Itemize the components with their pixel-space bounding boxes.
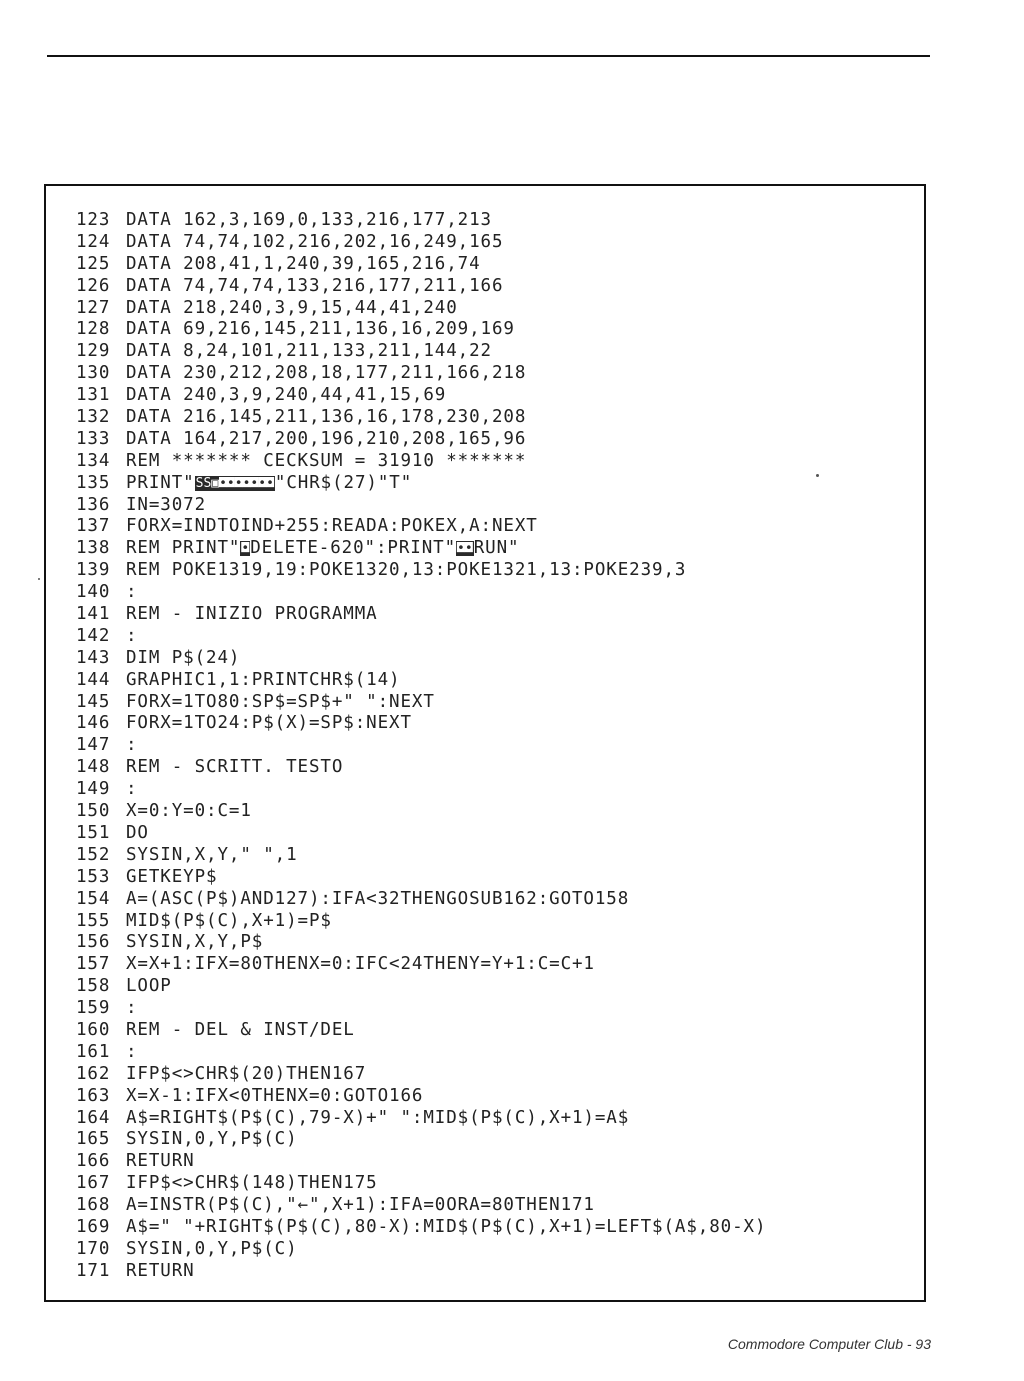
page-footer: Commodore Computer Club - 93 — [727, 1336, 931, 1352]
line-code: RETURN — [126, 1260, 195, 1281]
line-number: 162 — [76, 1063, 111, 1084]
line-code: A=INSTR(P$(C),"←",X+1):IFA=0ORA=80THEN171 — [126, 1195, 595, 1216]
line-code: IFP$<>CHR$(148)THEN175 — [126, 1173, 378, 1194]
line-code: RETURN — [126, 1151, 195, 1172]
line-code-cont: "CHR$(27)"T" — [274, 472, 413, 493]
code-line — [76, 495, 766, 517]
line-number: 147 — [76, 735, 111, 756]
control-chars: ◘ — [241, 541, 250, 557]
code-line — [76, 1261, 766, 1283]
line-number: 157 — [76, 954, 111, 975]
code-line — [76, 582, 766, 604]
line-number: 132 — [76, 407, 111, 428]
scan-speck — [38, 578, 40, 580]
line-code: : — [126, 582, 138, 603]
code-line — [76, 451, 766, 473]
line-number: 156 — [76, 932, 111, 953]
line-code: : — [126, 779, 138, 800]
line-number: 144 — [76, 669, 111, 690]
line-code: REM POKE1319,19:POKE1320,13:POKE1321,13:POKE239,3 — [126, 560, 687, 581]
line-number: 170 — [76, 1238, 111, 1259]
code-line — [76, 1129, 766, 1151]
line-code: DATA 74,74,74,133,216,177,211,166 — [126, 275, 504, 296]
code-line — [76, 1086, 766, 1108]
code-line — [76, 1195, 766, 1217]
line-code-cont: DELETE-620":PRINT" — [250, 538, 457, 559]
line-number: 165 — [76, 1129, 111, 1150]
line-code: IFP$<>CHR$(20)THEN167 — [126, 1063, 367, 1084]
line-number: 168 — [76, 1195, 111, 1216]
code-line — [76, 538, 766, 560]
code-line — [76, 735, 766, 757]
line-number: 135 — [76, 472, 111, 493]
line-code: GRAPHIC1,1:PRINTCHR$(14) — [126, 669, 401, 690]
code-line — [76, 1217, 766, 1239]
top-rule — [47, 55, 930, 57]
line-number: 153 — [76, 866, 111, 887]
line-number: 151 — [76, 822, 111, 843]
line-number: 145 — [76, 691, 111, 712]
code-line — [76, 911, 766, 933]
code-line — [76, 341, 766, 363]
control-chars: SS▣◘◘◘◘◘◘◘ — [195, 475, 274, 491]
code-line — [76, 1042, 766, 1064]
line-code: : — [126, 998, 138, 1019]
line-code: DATA 240,3,9,240,44,41,15,69 — [126, 385, 447, 406]
line-code: DATA 162,3,169,0,133,216,177,213 — [126, 210, 492, 230]
code-line — [76, 692, 766, 714]
line-number: 164 — [76, 1107, 111, 1128]
line-code: GETKEYP$ — [126, 866, 218, 887]
line-number: 140 — [76, 582, 111, 603]
line-code: REM - SCRITT. TESTO — [126, 757, 344, 778]
code-line — [76, 867, 766, 889]
line-code: REM ******* CECKSUM = 31910 ******* — [126, 450, 527, 471]
line-number: 159 — [76, 998, 111, 1019]
code-line — [76, 604, 766, 626]
code-line — [76, 998, 766, 1020]
line-code: FORX=INDTOIND+255:READA:POKEX,A:NEXT — [126, 516, 538, 537]
line-number: 137 — [76, 516, 111, 537]
line-code: FORX=1TO80:SP$=SP$+" ":NEXT — [126, 691, 435, 712]
line-number: 171 — [76, 1260, 111, 1281]
line-number: 124 — [76, 231, 111, 252]
code-line — [76, 954, 766, 976]
line-number: 143 — [76, 647, 111, 668]
code-line — [76, 823, 766, 845]
line-number: 129 — [76, 341, 111, 362]
code-line — [76, 976, 766, 998]
line-code: DATA 164,217,200,196,210,208,165,96 — [126, 428, 527, 449]
line-number: 131 — [76, 385, 111, 406]
code-line — [76, 319, 766, 341]
line-number: 146 — [76, 713, 111, 734]
line-number: 125 — [76, 253, 111, 274]
code-line — [76, 254, 766, 276]
line-code: : — [126, 1041, 138, 1062]
line-code: DATA 216,145,211,136,16,178,230,208 — [126, 407, 527, 428]
line-number: 161 — [76, 1041, 111, 1062]
line-code: REM - INIZIO PROGRAMMA — [126, 604, 378, 625]
line-number: 166 — [76, 1151, 111, 1172]
line-number: 128 — [76, 319, 111, 340]
code-line — [76, 889, 766, 911]
line-code: DO — [126, 822, 149, 843]
line-code: A$=" "+RIGHT$(P$(C),80-X):MID$(P$(C),X+1)=LEFT$(A$,80-X) — [126, 1216, 767, 1237]
line-code: PRINT" — [126, 472, 195, 493]
line-code: DATA 208,41,1,240,39,165,216,74 — [126, 253, 481, 274]
code-line — [76, 429, 766, 451]
line-code: X=0:Y=0:C=1 — [126, 801, 252, 822]
code-line — [76, 210, 766, 232]
code-line — [76, 713, 766, 735]
line-number: 148 — [76, 757, 111, 778]
line-number: 138 — [76, 538, 111, 559]
line-number: 126 — [76, 275, 111, 296]
line-code: DATA 69,216,145,211,136,16,209,169 — [126, 319, 515, 340]
line-code: DIM P$(24) — [126, 647, 241, 668]
code-line — [76, 516, 766, 538]
line-number: 158 — [76, 976, 111, 997]
line-number: 142 — [76, 625, 111, 646]
line-number: 149 — [76, 779, 111, 800]
program-listing-frame — [44, 184, 926, 1302]
code-line — [76, 1064, 766, 1086]
line-number: 130 — [76, 363, 111, 384]
line-code: X=X+1:IFX=80THENX=0:IFC<24THENY=Y+1:C=C+1 — [126, 954, 595, 975]
code-line — [76, 779, 766, 801]
code-line — [76, 1020, 766, 1042]
code-line — [76, 363, 766, 385]
line-number: 155 — [76, 910, 111, 931]
line-number: 163 — [76, 1085, 111, 1106]
line-number: 123 — [76, 210, 111, 230]
line-code: A$=RIGHT$(P$(C),79-X)+" ":MID$(P$(C),X+1)=A$ — [126, 1107, 630, 1128]
code-line — [76, 232, 766, 254]
line-code: LOOP — [126, 976, 172, 997]
code-line — [76, 1151, 766, 1173]
code-line — [76, 1108, 766, 1130]
line-number: 152 — [76, 844, 111, 865]
line-code: : — [126, 625, 138, 646]
code-line — [76, 932, 766, 954]
code-line — [76, 626, 766, 648]
line-code: SYSIN,0,Y,P$(C) — [126, 1129, 298, 1150]
code-line — [76, 1173, 766, 1195]
line-number: 136 — [76, 494, 111, 515]
code-line — [76, 473, 766, 495]
line-number: 160 — [76, 1019, 111, 1040]
code-line — [76, 385, 766, 407]
line-code: SYSIN,0,Y,P$(C) — [126, 1238, 298, 1259]
line-number: 134 — [76, 450, 111, 471]
code-line — [76, 276, 766, 298]
line-code: FORX=1TO24:P$(X)=SP$:NEXT — [126, 713, 412, 734]
line-number: 133 — [76, 428, 111, 449]
line-code: SYSIN,X,Y," ",1 — [126, 844, 298, 865]
code-line — [76, 560, 766, 582]
line-code: MID$(P$(C),X+1)=P$ — [126, 910, 332, 931]
line-number: 154 — [76, 888, 111, 909]
code-line — [76, 845, 766, 867]
line-code: : — [126, 735, 138, 756]
line-code: DATA 74,74,102,216,202,16,249,165 — [126, 231, 504, 252]
code-line — [76, 298, 766, 320]
line-code: REM - DEL & INST/DEL — [126, 1019, 355, 1040]
line-code-cont: RUN" — [473, 538, 520, 559]
line-number: 139 — [76, 560, 111, 581]
line-number: 127 — [76, 297, 111, 318]
line-code: IN=3072 — [126, 494, 207, 515]
line-code: REM PRINT" — [126, 538, 241, 559]
code-line — [76, 757, 766, 779]
code-line — [76, 407, 766, 429]
line-number: 141 — [76, 604, 111, 625]
scan-speck — [816, 474, 819, 477]
program-listing — [76, 210, 766, 1283]
line-code: SYSIN,X,Y,P$ — [126, 932, 264, 953]
code-line — [76, 801, 766, 823]
control-chars: ◘◘ — [457, 541, 473, 557]
code-line — [76, 648, 766, 670]
code-line — [76, 1239, 766, 1261]
code-line — [76, 670, 766, 692]
line-code: DATA 218,240,3,9,15,44,41,240 — [126, 297, 458, 318]
line-code: X=X-1:IFX<0THENX=0:GOTO166 — [126, 1085, 424, 1106]
line-number: 167 — [76, 1173, 111, 1194]
line-code: A=(ASC(P$)AND127):IFA<32THENGOSUB162:GOTO158 — [126, 888, 630, 909]
line-code: DATA 230,212,208,18,177,211,166,218 — [126, 363, 527, 384]
line-number: 169 — [76, 1216, 111, 1237]
line-number: 150 — [76, 801, 111, 822]
line-code: DATA 8,24,101,211,133,211,144,22 — [126, 341, 492, 362]
